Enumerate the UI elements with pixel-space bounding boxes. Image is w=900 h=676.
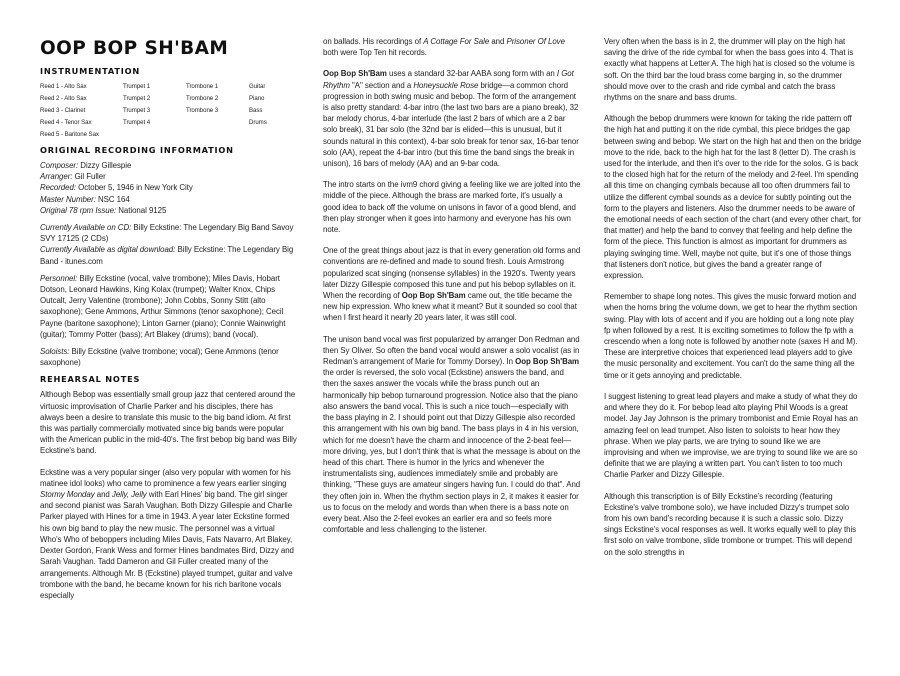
instrument: Reed 2 - Alto Sax [40, 95, 87, 102]
instrumentation-heading: INSTRUMENTATION [40, 66, 141, 76]
instrument: Piano [249, 95, 265, 102]
instrument: Reed 5 - Baritone Sax [40, 131, 99, 138]
instrument: Guitar [249, 83, 266, 90]
column-2 [323, 36, 581, 545]
instrumentation-list [40, 81, 298, 141]
instrument: Drums [249, 119, 267, 126]
body-paragraph: on ballads. His recordings of A Cottage For Sale and Prisoner Of Love both were Top Ten hit records. [323, 37, 565, 58]
body-paragraph: Although Bebop was essentially small group jazz that centered around the virtuosic improvisation of Charlie Parker and his disciples, there has always been a desire to translate this music to the big band idiom. At first this was partially commercially motivated since big bands were popular with the American public in the mid-40's. The first bebop big band was Billy Eckstine's band. [40, 390, 297, 456]
body-paragraph: Oop Bop Sh'Bam uses a standard 32-bar AABA song form with an I Got Rhythm "A" section and a Honeysuckle Rose bridge—a common chord progression in both swing music and bebop. The form of the arrangement is also pretty standard: 4-bar intro (the last two bars are a piano break), 32 bar melody chorus, 4-bar interlude (the last 2 bars of which are a 2 bar solo break), 31 bar solo (the 32nd bar is elided—this is unusual, but it sounds natural in this context), 4-bar solo break for tenor sax, 16-bar tenor solo (AA), repeat the 4-bar intro (but this time the band sings the break in unison), 16 bars of melody (AA) and an 9-bar coda. [323, 69, 579, 169]
page-title: OOP BOP SH'BAM [40, 38, 229, 59]
body-paragraph: One of the great things about jazz is that in every generation old forms and conventions are re-defined and made to sound fresh. Louis Armstrong popularized scat singing (nonsense syllables) in the 1920's. Twenty years later Dizzy Gillespie composed this tune and put his bebop syllables on it. When the recording of Oop Bop Sh'Bam came out, the title became the new hip expression. Who knew what it meant? But it sounded so cool that when I first heard it nearly 20 years later, it was still cool. [323, 246, 581, 323]
body-paragraph: Very often when the bass is in 2, the drummer will play on the high hat saving the drive of the ride cymbal for when the bass goes into 4. That is exactly what happens at Letter A. The high hat is closed so the volume is soft. On the third bar the loud brass come barging in, so the drummer should move over to the crash and ride cymbal and catch the brass rhythms on the snare and bass drums. [604, 37, 855, 103]
body-paragraph: The unison band vocal was first popularized by arranger Don Redman and then Sy Oliver. So often the band vocal would answer a solo vocalist (as in Redman's arrangement of Marie for Tommy Dorsey). In Oop Bop Sh'Bam the order is reversed, the solo vocal (Eckstine) answers the band, and then the saxes answer the vocals while the brass punch out an harmonically hip bebop turnaround progression. Notice also that the piano also answers the band vocal. This is such a nice touch—especially with the bass playing in 2. I should point out that Dizzy Gillespie also recorded this arrangement with his own big band. The bass plays in 4 in his version, which for me doesn't have the charm and innocence of the 2-beat feel—more driving, yes, but I don't think that is what the message is about on the head of this chart. There is humor in the lyrics and whenever the instrumentalists sing, audiences immediately smile and probably are thinking, "These guys are amateur singers having fun. I could do that". And they often join in. When the rhythm section plays in 2, it makes it easier for us to focus on the melody and words than when there is a bass note on every beat. Also the 2-feel evokes an earlier era and so feels more comfortable and less challenging to the listener. [323, 334, 581, 535]
availability: Currently Available on CD: Billy Eckstine: The Legendary Big Band Savoy SVY 17125 (2 CDs) Currently Available as digital download: Billy Eckstine: The Legendary Big Band - itunes.com [40, 223, 294, 266]
trombone-column [186, 81, 249, 141]
instrument: Trombone 2 [186, 95, 219, 102]
instrument: Trombone 1 [186, 83, 219, 90]
recording-details: Composer: Dizzy Gillespie Arranger: Gil Fuller Recorded: October 5, 1946 in New York City Master Number: NSC 164 Original 78 rpm Issue: National 9125 [40, 161, 193, 215]
instrument: Trumpet 4 [123, 119, 151, 126]
instrument: Bass [249, 107, 263, 114]
body-paragraph: The intro starts on the ivm9 chord giving a feeling like we are jolted into the middle of the piece. Although the brass are marked forte, it's usually a good idea to back off the volume on unisons in favor of a good blend, and then play stronger when it goes into harmony and everyone has his own note. [323, 180, 581, 235]
body-paragraph: Although this transcription is of Billy Eckstine's recording (featuring Eckstine's valve trombone solo), we have included Dizzy's trumpet solo from his own band's recording because it is such a classic solo. Dizzy sings Eckstine's vocal responses as well. It works equally well to play this first solo on valve trombone, slide trombone or trumpet. This will depend on the solo strengths in [604, 491, 857, 557]
body-paragraph: Although the bebop drummers were known for taking the ride pattern off the high hat and putting it on the ride cymbal, this piece bridges the gap between swing and bebop. We start on the high hat and then on the bridge move to the ride, back to the high hat for the last 8 (letter D). The crash is used for the interlude, and then it's over to the ride for the solos. G is back to the closed high hat for the return of the melody and 2-feel. I'm spending all this time on changing cymbals because all too often drummers fail to utilize the different cymbal sounds as a device for subtly pointing out the form to the players and listeners. Also the drummer needs to be aware of the emotional needs of each section of the chart (and every other chart, for that matter) and help the band to convey that feeling and help define the form of the piece. This function is almost as important for drummers as playing swinging time. Well, maybe not quite, but it's one of those things that listeners don't notice, but gives the band a greater range of expression. [604, 114, 862, 281]
rhythm-column [249, 81, 298, 141]
column-3 [604, 36, 862, 568]
instrument: Trumpet 3 [123, 107, 151, 114]
body-paragraph: I suggest listening to great lead players and make a study of what they do and where they do it. For bebop lead alto playing Phil Woods is a great model. Jay Jay Johnson is the primary trombonist and Ernie Royal has an amazing feel on lead trumpet. Also listen to soloists to hear how they phrase. When we play parts, we are trying to sound like we are improvising and when we improvise, we are trying to sound like we are so definite that we are playing a written part. You can't listen to too much Charlie Parker and Dizzy Gillespie. [604, 391, 858, 480]
instrument: Trumpet 2 [123, 95, 151, 102]
instrument: Reed 3 - Clarinet [40, 107, 86, 114]
instrument: Trumpet 1 [123, 83, 151, 90]
instrument: Reed 4 - Tenor Sax [40, 119, 92, 126]
trumpet-column [123, 81, 186, 141]
instrument: Reed 1 - Alto Sax [40, 83, 87, 90]
sax-column [40, 81, 123, 141]
column-1 [40, 36, 298, 611]
instrument: Trombone 3 [186, 107, 219, 114]
soloists: Soloists: Billy Eckstine (valve trombone; vocal); Gene Ammons (tenor saxophone) [40, 347, 279, 368]
body-paragraph: Remember to shape long notes. This gives the music forward motion and when the horns bring the volume down, we get to hear the rhythm section swing. Play with lots of accent and if you are holding out a long note play fp when followed by a rest. It is exciting sometimes to follow the fp with a crescendo when a long note is followed by another note (saxes H and M). These are interpretive choices that experienced lead players add to give the music personality and excitement. You can't do the same thing all the time or it gets annoying and predictable. [604, 292, 858, 380]
personnel: Personnel: Billy Eckstine (vocal, valve trombone); Miles Davis, Hobart Dotson, Leonard Hawkins, King Kolax (trumpet); Walter Knox, Chips Outcalt, Jerry Valentine (trombone); John Cobbs, Sonny Stitt (alto saxophone); Gene Ammons, Arthur Simmons (tenor saxophone); Cecil Payne (baritone saxophone); Linton Garner (piano); Connie Wainwright (guitar); Tommy Potter (bass); Art Blakey (drums); band (vocal). [40, 273, 286, 339]
rehearsal-notes-heading: REHEARSAL NOTES [40, 374, 141, 385]
body-paragraph: Eckstine was a very popular singer (also very popular with women for his matinee idol looks) who came to prominence a few years earlier singing Stormy Monday and Jelly, Jelly with Earl Hines' big band. The girl singer and second pianist was Sarah Vaughan. Both Dizzy Gillespie and Charlie Parker played with Hines for a time in 1943. A year later Eckstine formed his own big band to play the new music. The personnel was a virtual Who's Who of beboppers including Miles Davis, Fats Navarro, Art Blakey, Dexter Gordon, Frank Wess and former Hines bandmates Bird, Dizzy and Sarah Vaughan. Tadd Dameron and Gil Fuller created many of the arrangements. Although Mr. B (Eckstine) played trumpet, guitar and valve trombone with the band, he became known for his rich baritone vocals especially [40, 467, 294, 600]
recording-info-heading: ORIGINAL RECORDING INFORMATION [40, 145, 234, 155]
